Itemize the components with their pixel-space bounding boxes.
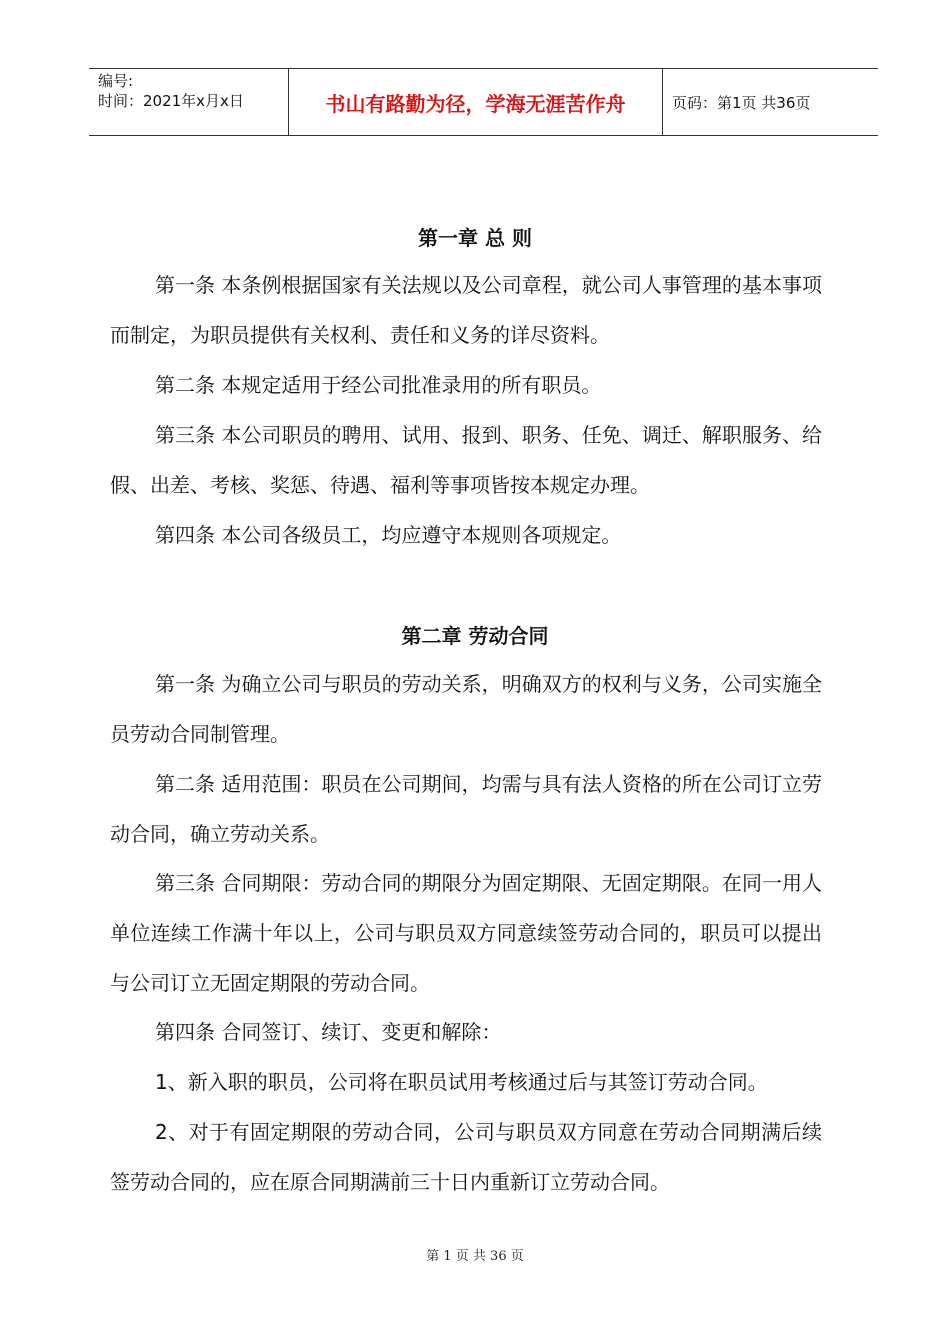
article-paragraph: 第一条 本条例根据国家有关法规以及公司章程，就公司人事管理的基本事项而制定，为职员提供有关权利、责任和义务的详尽资料。 [110,273,822,347]
article-paragraph: 第四条 本公司各级员工，均应遵守本规则各项规定。 [155,523,622,547]
article-paragraph: 1、新入职的职员，公司将在职员试用考核通过后与其签订劳动合同。 [155,1070,768,1094]
motto-cell [289,69,663,135]
page-code-cell [663,69,878,135]
article-paragraph: 第三条 本公司职员的聘用、试用、报到、职务、任免、调迁、解职服务、给假、出差、考核、奖惩、待遇、福利等事项皆按本规定办理。 [110,423,822,497]
article-paragraph: 第二条 本规定适用于经公司批准录用的所有职员。 [155,373,602,397]
header-motto: 书山有路勤为径，学海无涯苦作舟 [325,91,626,116]
article-paragraph: 第一条 为确立公司与职员的劳动关系，明确双方的权利与义务，公司实施全员劳动合同制管理。 [110,672,822,746]
chapter-title: 第一章 总 则 [418,226,532,250]
header-meta-cell [89,69,289,135]
article-paragraph: 第二条 适用范围：职员在公司期间，均需与具有法人资格的所在公司订立劳动合同，确立劳动关系。 [110,772,822,846]
time-label: 时间：2021年x月x日 [98,92,244,110]
article-paragraph: 第三条 合同期限：劳动合同的期限分为固定期限、无固定期限。在同一用人单位连续工作满十年以上，公司与职员双方同意续签劳动合同的，职员可以提出与公司订立无固定期限的劳动合同。 [110,871,822,995]
header-page-code: 页码：第1页 共36页 [672,93,811,112]
page-footer: 第 1 页 共 36 页 [426,1249,524,1264]
number-label: 编号: [98,72,134,90]
chapter-title: 第二章 劳动合同 [401,624,549,648]
document-header [89,68,878,136]
article-paragraph: 2、对于有固定期限的劳动合同，公司与职员双方同意在劳动合同期满后续签劳动合同的，应在原合同期满前三十日内重新订立劳动合同。 [110,1120,822,1194]
article-paragraph: 第四条 合同签订、续订、变更和解除： [155,1020,502,1044]
